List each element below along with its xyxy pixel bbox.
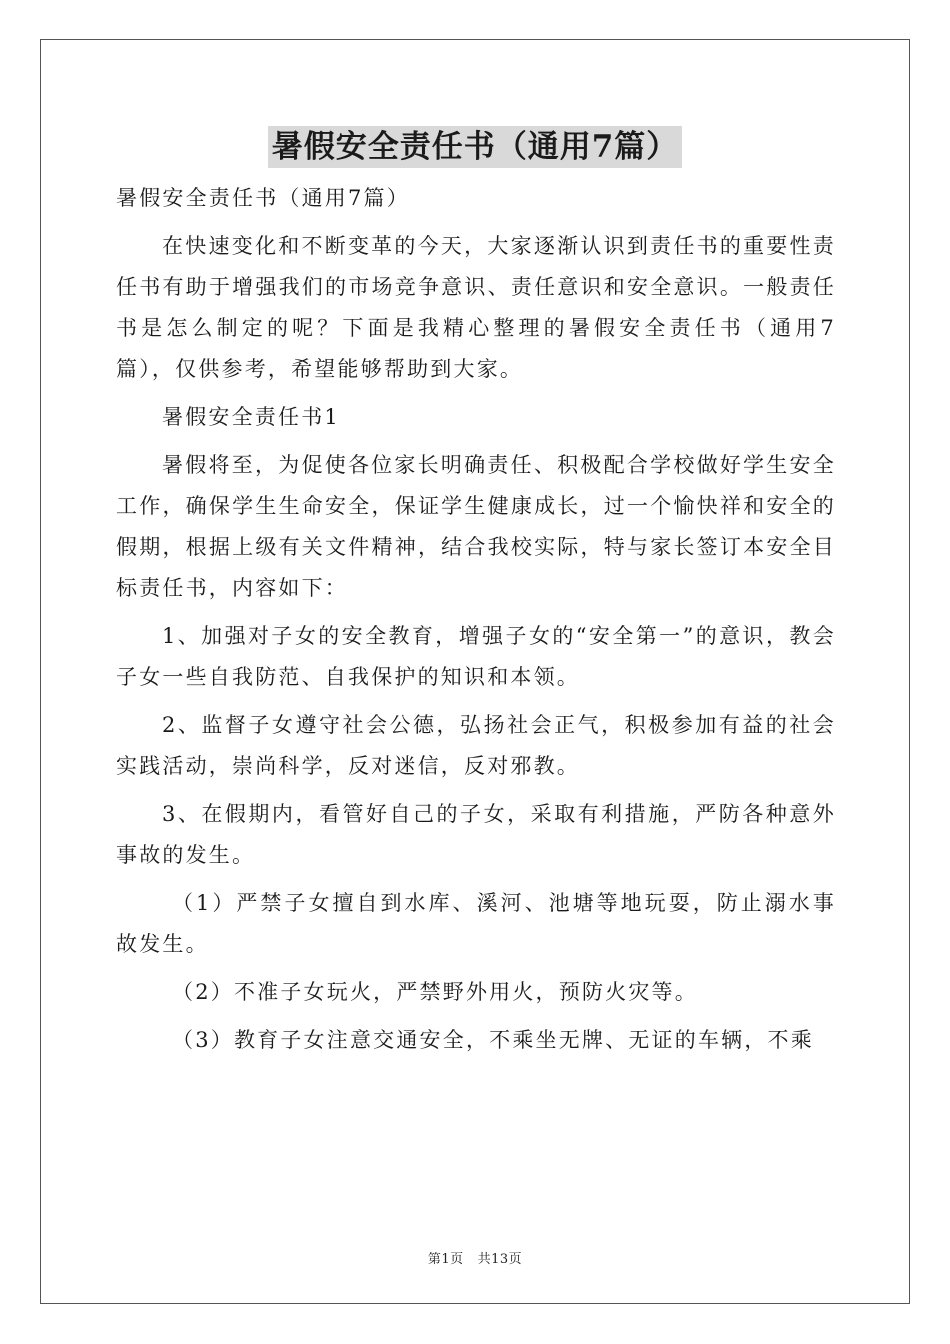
subtitle-paragraph: 暑假安全责任书（通用7篇） (116, 186, 410, 210)
list-item-2: 2、监督子女遵守社会公德，弘扬社会正气，积极参加有益的社会实践活动，崇尚科学，反对迷信，反对邪教。 (116, 713, 836, 778)
sub-item-3: （3）教育子女注意交通安全，不乘坐无牌、无证的车辆，不乘 (172, 1028, 814, 1052)
section-heading: 暑假安全责任书1 (162, 405, 340, 429)
title-container (0, 126, 950, 168)
document-body (116, 178, 836, 1068)
sub-item-1: （1）严禁子女擅自到水库、溪河、池塘等地玩耍，防止溺水事故发生。 (116, 891, 836, 956)
body-paragraph: 暑假将至，为促使各位家长明确责任、积极配合学校做好学生安全工作，确保学生生命安全，保证学生健康成长，过一个愉快祥和安全的假期，根据上级有关文件精神，结合我校实际，特与家长签订本安全目标责任书，内容如下： (116, 453, 836, 600)
list-item-1: 1、加强对子女的安全教育，增强子女的“安全第一”的意识，教会子女一些自我防范、自我保护的知识和本领。 (116, 624, 836, 689)
page-number: 第1页 (427, 1252, 464, 1267)
list-item-3: 3、在假期内，看管好自己的子女，采取有利措施，严防各种意外事故的发生。 (116, 802, 836, 867)
total-pages: 共13页 (477, 1252, 523, 1267)
intro-paragraph: 在快速变化和不断变革的今天，大家逐渐认识到责任书的重要性责任书有助于增强我们的市场竞争意识、责任意识和安全意识。一般责任书是怎么制定的呢？下面是我精心整理的暑假安全责任书（通用7篇），仅供参考，希望能够帮助到大家。 (116, 234, 836, 381)
page-footer (0, 1248, 950, 1267)
document-title: 暑假安全责任书（通用7篇） (268, 126, 683, 168)
sub-item-2: （2）不准子女玩火，严禁野外用火，预防火灾等。 (172, 980, 698, 1004)
